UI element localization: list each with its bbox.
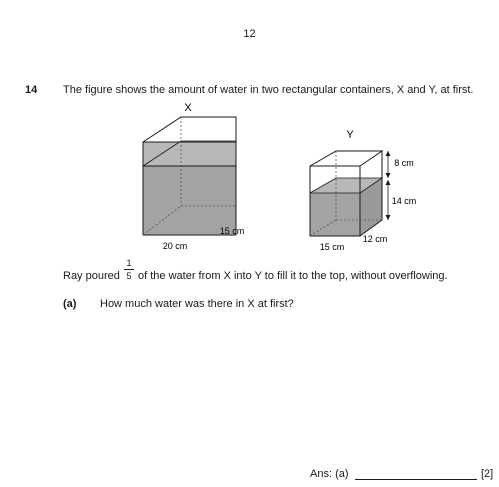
page-number: 12 <box>243 28 256 40</box>
fraction-numerator: 1 <box>126 258 132 268</box>
container-y <box>310 151 391 236</box>
container-y-width: 12 cm <box>362 234 388 244</box>
container-x-label: X <box>184 102 192 114</box>
fraction <box>124 258 134 281</box>
part-a-question: How much water was there in X at first? <box>100 298 294 310</box>
container-y-empty-height: 8 cm <box>394 158 414 168</box>
container-x-water-top <box>143 142 236 166</box>
answer-label: Ans: (a) <box>310 468 349 480</box>
question-stem: The figure shows the amount of water in two rectangular containers, X and Y, at first. <box>63 84 474 96</box>
marks: [2] <box>481 468 494 480</box>
answer-line[interactable] <box>355 479 477 480</box>
container-y-length: 15 cm <box>319 242 345 252</box>
line2-pre: Ray poured <box>63 270 120 282</box>
fraction-bar <box>124 269 134 270</box>
container-x-width: 15 cm <box>219 226 245 236</box>
container-y-label: Y <box>346 129 354 141</box>
question-number: 14 <box>25 84 38 96</box>
container-y-water-front <box>310 193 360 236</box>
question-line2 <box>63 258 483 290</box>
container-y-water-height: 14 cm <box>391 196 417 206</box>
fraction-denominator: 5 <box>126 271 132 281</box>
part-a-label: (a) <box>63 298 77 310</box>
line2-post: of the water from X into Y to fill it to the top, without overflowing. <box>138 270 448 282</box>
container-x-length: 20 cm <box>162 241 188 251</box>
container-x <box>143 117 236 235</box>
